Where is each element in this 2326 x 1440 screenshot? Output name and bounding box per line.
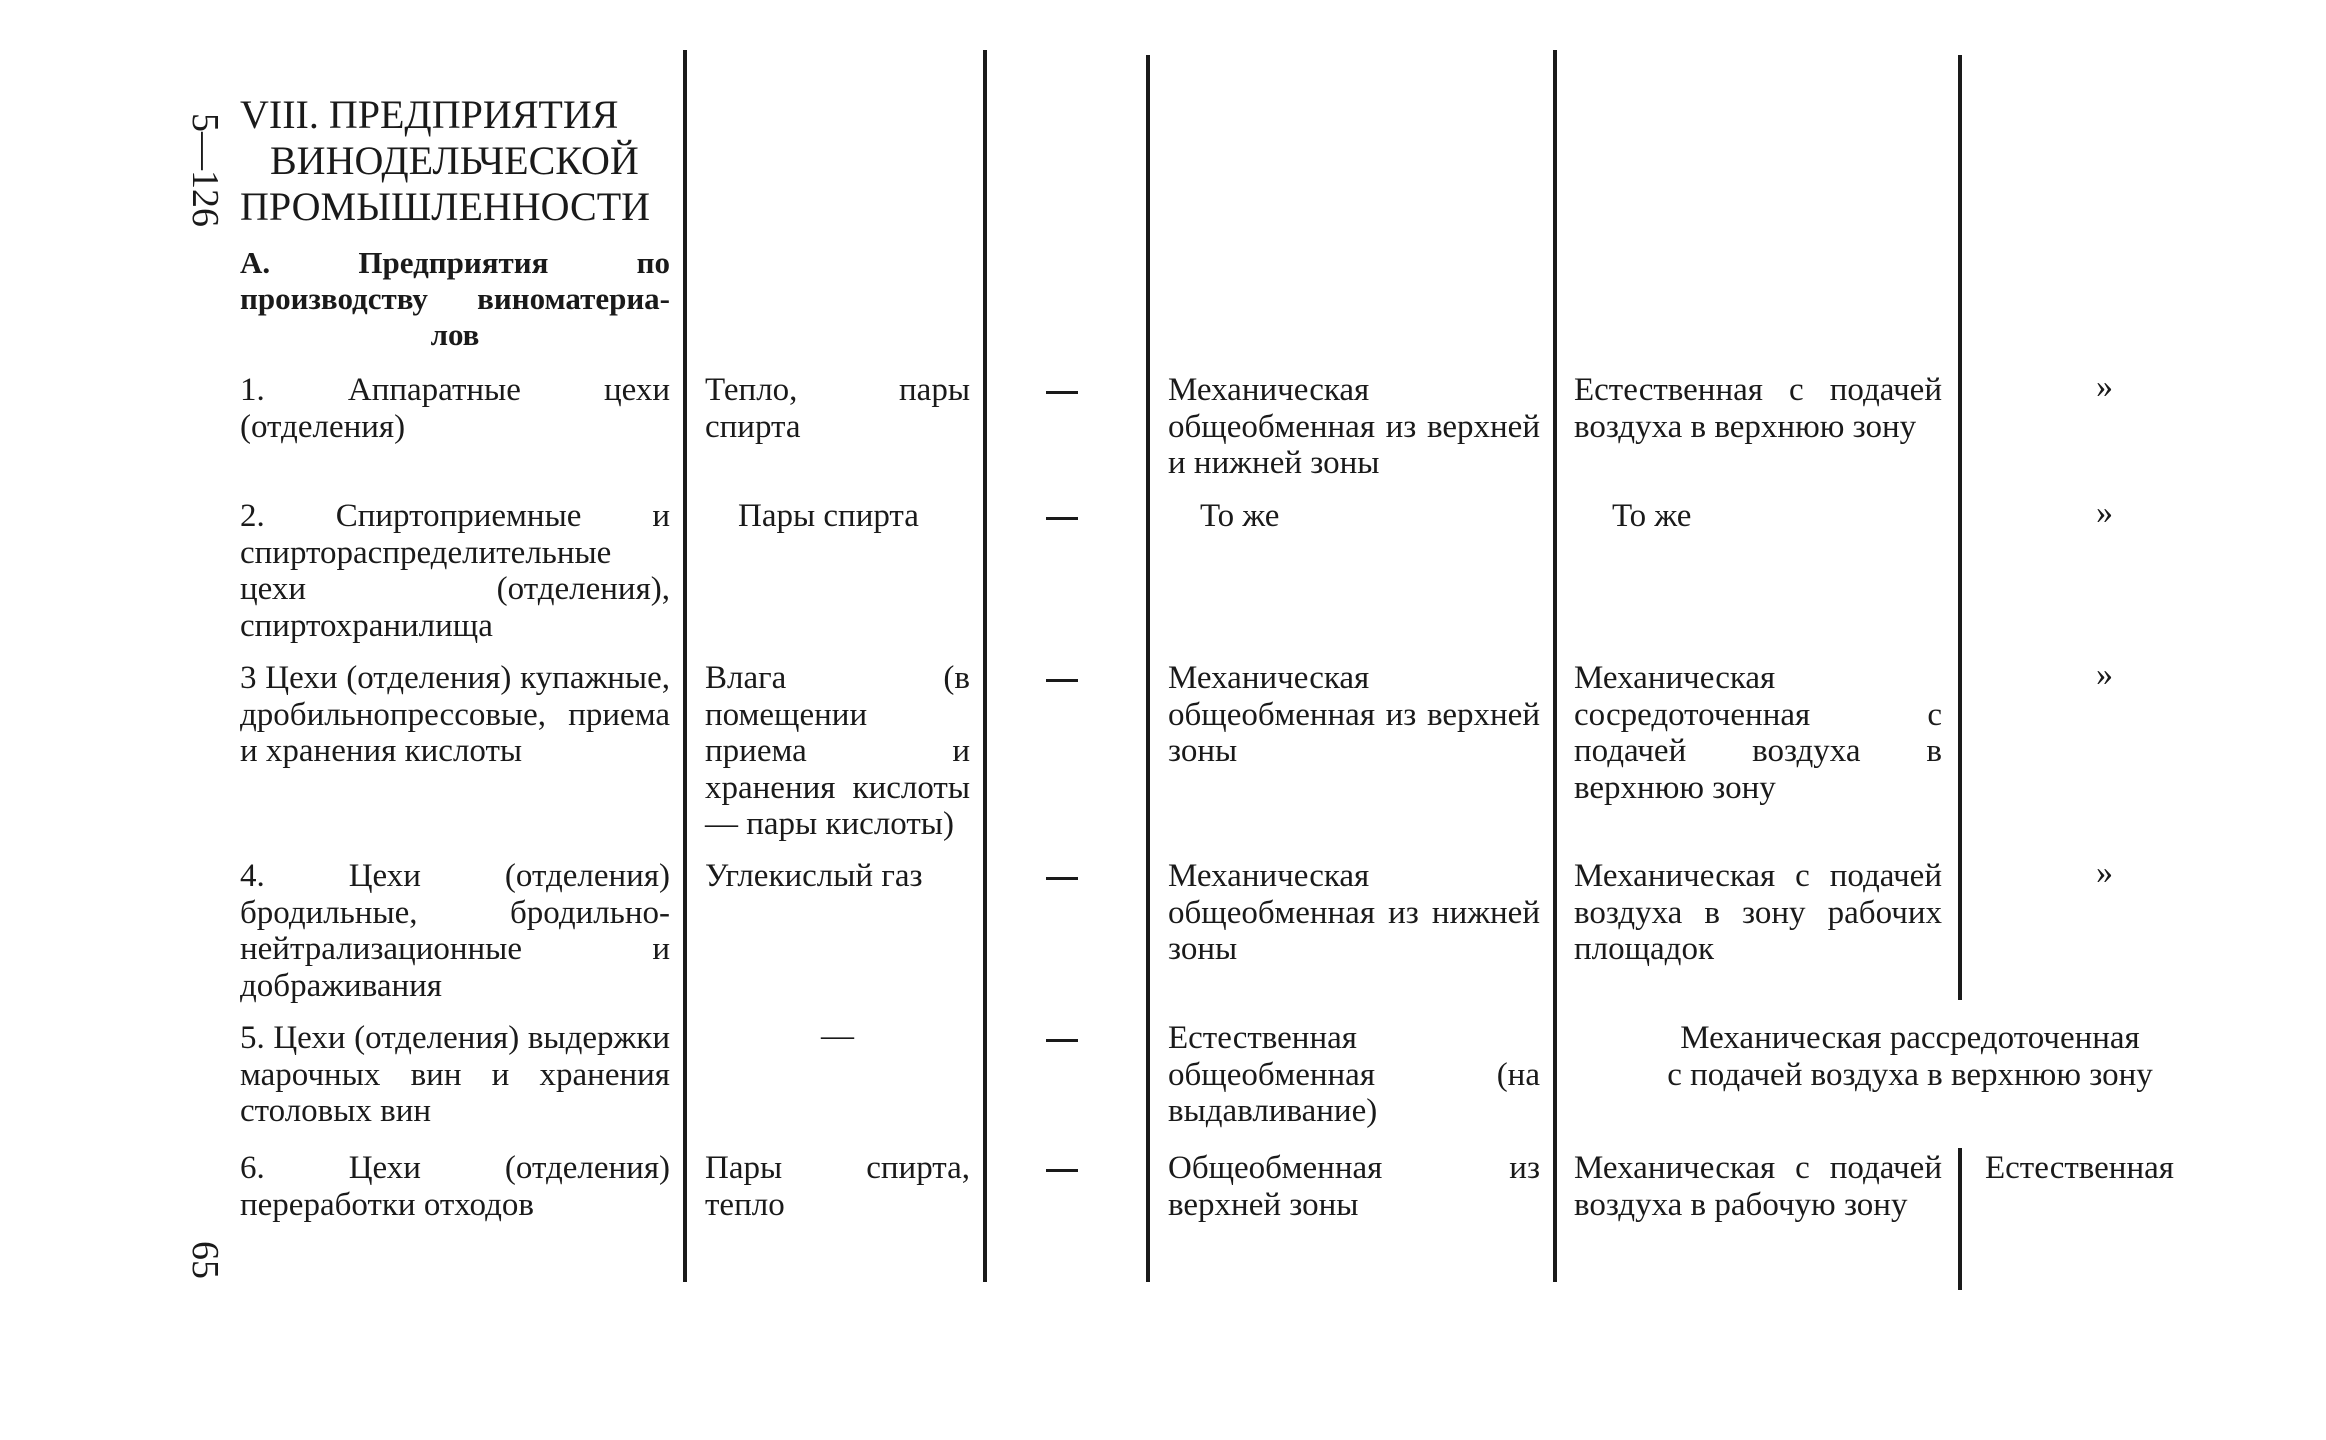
column-rule bbox=[1553, 50, 1557, 1282]
dash-mark bbox=[1046, 679, 1078, 682]
row-col5: Естественная с подачей воздуха в верхнюю зону bbox=[1574, 372, 1942, 445]
row-hazard: Углекислый газ bbox=[705, 858, 923, 894]
ditto-mark: » bbox=[2096, 368, 2113, 405]
section-heading-line: ВИНОДЕЛЬЧЕСКОЙ bbox=[270, 138, 639, 183]
ditto-mark: » bbox=[2096, 656, 2113, 693]
ditto-mark: » bbox=[2096, 854, 2113, 891]
row-col6: Естественная bbox=[1985, 1150, 2174, 1186]
row-col4: Естественная общеобменная (на выдавливание) bbox=[1168, 1020, 1540, 1129]
column-rule bbox=[683, 50, 687, 1282]
column-rule bbox=[1958, 55, 1962, 1000]
ditto-mark: » bbox=[2096, 494, 2113, 531]
section-heading bbox=[240, 92, 670, 230]
row-col4: Механическая общеобменная из верхней и нижней зоны bbox=[1168, 372, 1540, 481]
row-col5: Механическая с подачей воздуха в рабочую зону bbox=[1574, 1150, 1942, 1223]
row-hazard: Тепло, пары спирта bbox=[705, 372, 970, 445]
row-hazard: Влага (в помещении приема и хранения кислоты — пары кислоты) bbox=[705, 660, 970, 842]
merged-line: Механическая рассредоточенная bbox=[1680, 1020, 2140, 1056]
merged-line: с подачей воздуха в верхнюю зону bbox=[1667, 1056, 2153, 1093]
section-heading-line: VIII. ПРЕДПРИЯТИЯ bbox=[240, 92, 619, 137]
row-col4: Общеобменная из верхней зоны bbox=[1168, 1150, 1540, 1223]
row-col5: Механическая сосредоточенная с подачей воздуха в верхнюю зону bbox=[1574, 660, 1942, 806]
row-hazard: — bbox=[821, 1018, 854, 1054]
dash-mark bbox=[1046, 517, 1078, 520]
row-col5: То же bbox=[1612, 498, 1692, 534]
row-name: 6. Цехи (отделения) переработки отходов bbox=[240, 1150, 670, 1223]
row-name: 5. Цехи (отделения) выдержки марочных вин и хранения столовых вин bbox=[240, 1020, 670, 1129]
row-hazard: Пары спирта bbox=[738, 498, 919, 534]
row-col4: То же bbox=[1200, 498, 1280, 534]
row-name: 1. Аппаратные цехи (отделения) bbox=[240, 372, 670, 445]
column-rule bbox=[1146, 55, 1150, 1282]
row-name: 3 Цехи (отделения) купажные, дробильнопрессовые, приема и хранения кислоты bbox=[240, 660, 670, 769]
merged-cell bbox=[1560, 1020, 2260, 1093]
dash-mark bbox=[1046, 1039, 1078, 1042]
subsection-heading bbox=[240, 245, 670, 353]
row-col4: Механическая общеобменная из нижней зоны bbox=[1168, 858, 1540, 967]
row-name: 4. Цехи (отделения) бродильные, бродильнонейтрализационные и дображивания bbox=[240, 858, 670, 1004]
section-heading-line: ПРОМЫШЛЕННОСТИ bbox=[240, 184, 651, 229]
subsection-text: А. Предприятия по производству виноматериа- bbox=[240, 245, 670, 316]
row-col4: Механическая общеобменная из верхней зоны bbox=[1168, 660, 1540, 769]
margin-code: 5—126 bbox=[184, 113, 226, 227]
dash-mark bbox=[1046, 877, 1078, 880]
row-hazard: Пары спирта, тепло bbox=[705, 1150, 970, 1223]
column-rule bbox=[983, 50, 987, 1282]
dash-mark bbox=[1046, 1169, 1078, 1172]
page-number: 65 bbox=[184, 1241, 226, 1279]
subsection-text-end: лов bbox=[430, 317, 480, 352]
dash-mark bbox=[1046, 391, 1078, 394]
row-col5: Механическая с подачей воздуха в зону рабочих площадок bbox=[1574, 858, 1942, 967]
row-name: 2. Спиртоприемные и спиртораспределительные цехи (отделения), спиртохранилища bbox=[240, 498, 670, 644]
column-rule bbox=[1958, 1148, 1962, 1290]
